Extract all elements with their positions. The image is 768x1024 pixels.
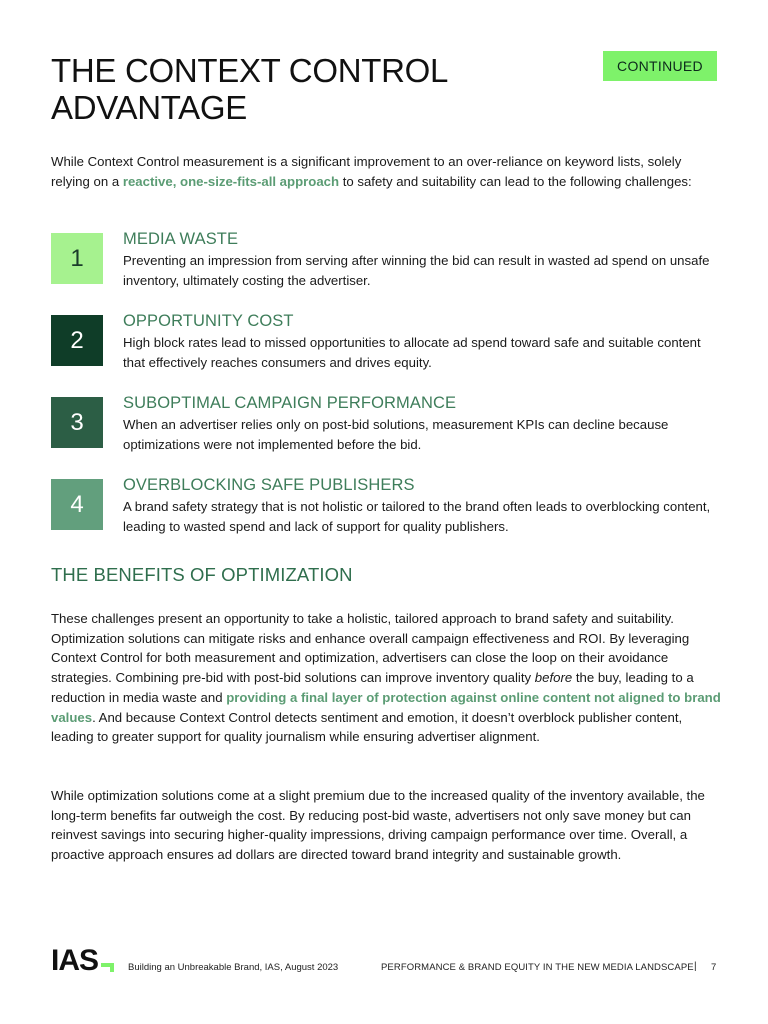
benefits-paragraph-1 [51, 609, 721, 747]
ias-logo-text: IAS [51, 944, 99, 972]
benefits-p1-italic: before [534, 670, 573, 686]
benefits-p1-text-1: These challenges present an opportunity to take a holistic, tailored approach to brand safety and suitability. Optimization solutions can mitigate risks and enhance overall campaign effectiveness and ROI. By leveraging Context Control for both measurement and optimization, advertisers can close the loop on their avoidance strategies. Combining pre-bid with post-bid solutions can improve inventory quality [51, 611, 690, 686]
challenge-body-1: Preventing an impression from serving after winning the bid can result in wasted ad spend on unsafe inventory, ultimately costing the advertiser. [123, 253, 710, 288]
challenge-body-4: A brand safety strategy that is not holistic or tailored to the brand often leads to overblocking content, leading to wasted spend and lack of support for quality publishers. [123, 499, 711, 534]
ias-logo [51, 944, 115, 972]
page-number: 7 [711, 962, 717, 973]
intro-highlight: reactive, one-size-fits-all approach [122, 174, 340, 189]
benefits-heading: THE BENEFITS OF OPTIMIZATION [51, 564, 353, 585]
benefits-p1-text-3: . And because Context Control detects sentiment and emotion, it doesn’t overblock publisher content, leading to greater support for quality journalism while ensuring advertiser alignment. [51, 709, 683, 745]
challenge-title-1: MEDIA WASTE [123, 230, 239, 248]
footer-citation: Building an Unbreakable Brand, IAS, August 2023 [128, 962, 339, 973]
page-title-line-1: THE CONTEXT CONTROL [51, 52, 449, 89]
benefits-p1-text-2: the buy, leading to a reduction in media waste and [51, 670, 694, 705]
challenge-number-box-4: 4 [51, 479, 103, 530]
intro-paragraph [51, 152, 721, 192]
challenge-title-3: SUBOPTIMAL CAMPAIGN PERFORMANCE [123, 394, 457, 412]
challenge-body-2: High block rates lead to missed opportunities to allocate ad spend toward safe and suitable content that effectively reaches consumers and drives equity. [123, 335, 701, 370]
page-title-line-2: ADVANTAGE [51, 89, 247, 126]
footer-section-title: PERFORMANCE & BRAND EQUITY IN THE NEW MEDIA LANDSCAPE [381, 962, 694, 973]
page-footer [0, 944, 768, 984]
benefits-p1-highlight: providing a final layer of protection against online content not aligned to brand values [51, 689, 721, 725]
challenge-number-box-3: 3 [51, 397, 103, 448]
footer-separator: | [694, 961, 697, 972]
benefits-paragraph-2: While optimization solutions come at a slight premium due to the increased quality of the inventory available, the long-term benefits far outweigh the cost. By reducing post-bid waste, advertisers not only save money but can reinvest savings into securing higher-quality impressions, driving campaign performance over time. Overall, a proactive approach ensures ad dollars are directed toward brand integrity and sustainable growth. [51, 788, 705, 863]
challenge-number-box-1: 1 [51, 233, 103, 284]
continued-badge: CONTINUED [603, 51, 717, 81]
intro-text-2: to safety and suitability can lead to the following challenges: [339, 174, 692, 189]
page-title [51, 52, 571, 126]
challenge-body-3: When an advertiser relies only on post-bid solutions, measurement KPIs can decline because optimizations were not implemented before the bid. [123, 417, 669, 452]
challenge-title-2: OPPORTUNITY COST [123, 312, 294, 330]
intro-text-1: While Context Control measurement is a significant improvement to an over-reliance on keyword lists, solely relying on a [51, 154, 682, 189]
challenge-title-4: OVERBLOCKING SAFE PUBLISHERS [123, 476, 415, 494]
challenge-number-box-2: 2 [51, 315, 103, 366]
